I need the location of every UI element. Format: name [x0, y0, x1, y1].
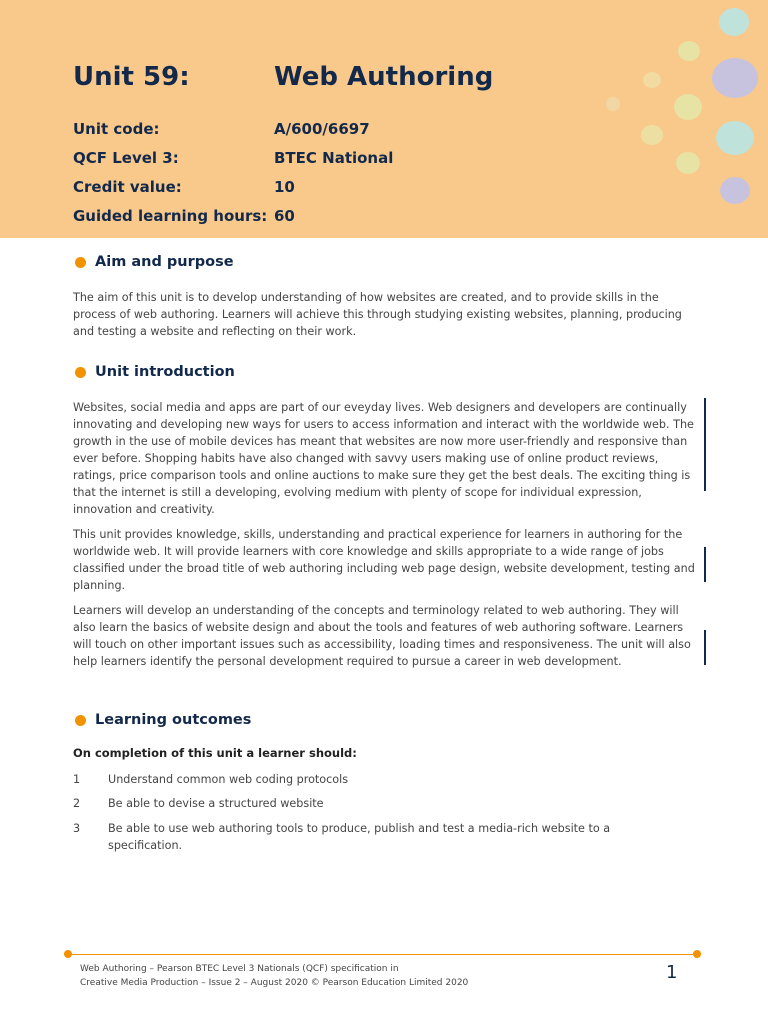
introduction-paragraph-3: Learners will develop an understanding of the concepts and terminology related to web authoring. They will also learn the basics of website design and about the tools and features of web authoring software. Learners will touch on other important issues such as accessibility, loading times and responsiveness. The unit will also help learners identify the personal development required to pursue a career in web development.: [73, 604, 691, 668]
credit-value-label: Credit value:: [73, 178, 182, 196]
decorative-dot: [641, 125, 663, 145]
outcome-number: 3: [73, 822, 81, 835]
decorative-dot: [643, 72, 661, 88]
aim-paragraph: The aim of this unit is to develop understanding of how websites are created, and to provide skills in the process of web authoring. Learners will achieve this through studying existing websites, planning, producing and testing a website and reflecting on their work.: [73, 291, 682, 338]
decorative-dot: [678, 41, 700, 61]
decorative-dot: [606, 97, 620, 111]
unit-code-value: A/600/6697: [274, 120, 370, 138]
outcome-text: Understand common web coding protocols: [108, 773, 349, 786]
decorative-dot: [719, 8, 749, 36]
footer-line-1: Web Authoring – Pearson BTEC Level 3 Nationals (QCF) specification in: [80, 964, 399, 974]
outcome-item: [73, 771, 673, 788]
decorative-dot: [676, 152, 700, 174]
outcomes-heading-text: Learning outcomes: [95, 712, 252, 728]
footer-rule-end-dot: [64, 950, 72, 958]
footer-line-2: Creative Media Production – Issue 2 – August 2020 © Pearson Education Limited 2020: [80, 978, 469, 988]
footer-rule-end-dot: [693, 950, 701, 958]
outcome-text: Be able to use web authoring tools to produce, publish and test a media-rich website to a specification.: [108, 822, 611, 852]
margin-change-bar: [704, 547, 706, 582]
decorative-dot: [720, 177, 750, 204]
footer-rule: [68, 954, 698, 955]
decorative-dot: [712, 58, 758, 98]
margin-change-bar: [704, 398, 706, 491]
qcf-level-value: BTEC National: [274, 149, 394, 167]
outcome-item: [73, 820, 673, 854]
outcomes-heading: [75, 712, 251, 728]
outcome-text: Be able to devise a structured website: [108, 797, 324, 810]
decorative-dot: [716, 121, 754, 155]
outcome-item: [73, 795, 673, 812]
outcomes-lead: On completion of this unit a learner should:: [73, 746, 357, 760]
unit-code-label: Unit code:: [73, 120, 160, 138]
bullet-dot: [75, 257, 86, 268]
aim-heading-text: Aim and purpose: [95, 254, 234, 270]
outcome-number: 2: [73, 797, 81, 810]
introduction-heading-text: Unit introduction: [95, 364, 235, 380]
page-number: 1: [666, 962, 678, 983]
guided-hours-label: Guided learning hours:: [73, 207, 268, 225]
margin-change-bar: [704, 630, 706, 665]
aim-heading: [75, 254, 234, 270]
unit-number: Unit 59:: [73, 62, 190, 92]
bullet-dot: [75, 715, 86, 726]
credit-value-value: 10: [274, 178, 295, 196]
header-band: [0, 0, 768, 238]
qcf-level-label: QCF Level 3:: [73, 149, 179, 167]
footer-citation: [80, 962, 468, 990]
bullet-dot: [75, 367, 86, 378]
unit-title: Web Authoring: [274, 62, 494, 92]
guided-hours-value: 60: [274, 207, 295, 225]
introduction-paragraph-1: Websites, social media and apps are part of our eveyday lives. Web designers and developers are continually innovating and developing new ways for users to access information and interact with the worldwide web. The growth in the use of mobile devices has meant that websites are now more user-friendly and responsive than ever before. Shopping habits have also changed with savvy users making use of online product reviews, ratings, price comparison tools and online auctions to make sure they get the best deals. The exciting thing is that the internet is still a developing, evolving medium with plenty of scope for individual expression, innovation and creativity.: [73, 401, 694, 516]
introduction-paragraph-2: This unit provides knowledge, skills, understanding and practical experience for learners in authoring for the worldwide web. It will provide learners with core knowledge and skills appropriate to a wide range of jobs classified under the broad title of web authoring including web page design, website development, testing and planning.: [73, 528, 695, 592]
introduction-heading: [75, 364, 235, 380]
outcome-number: 1: [73, 773, 81, 786]
decorative-dot: [674, 94, 702, 120]
